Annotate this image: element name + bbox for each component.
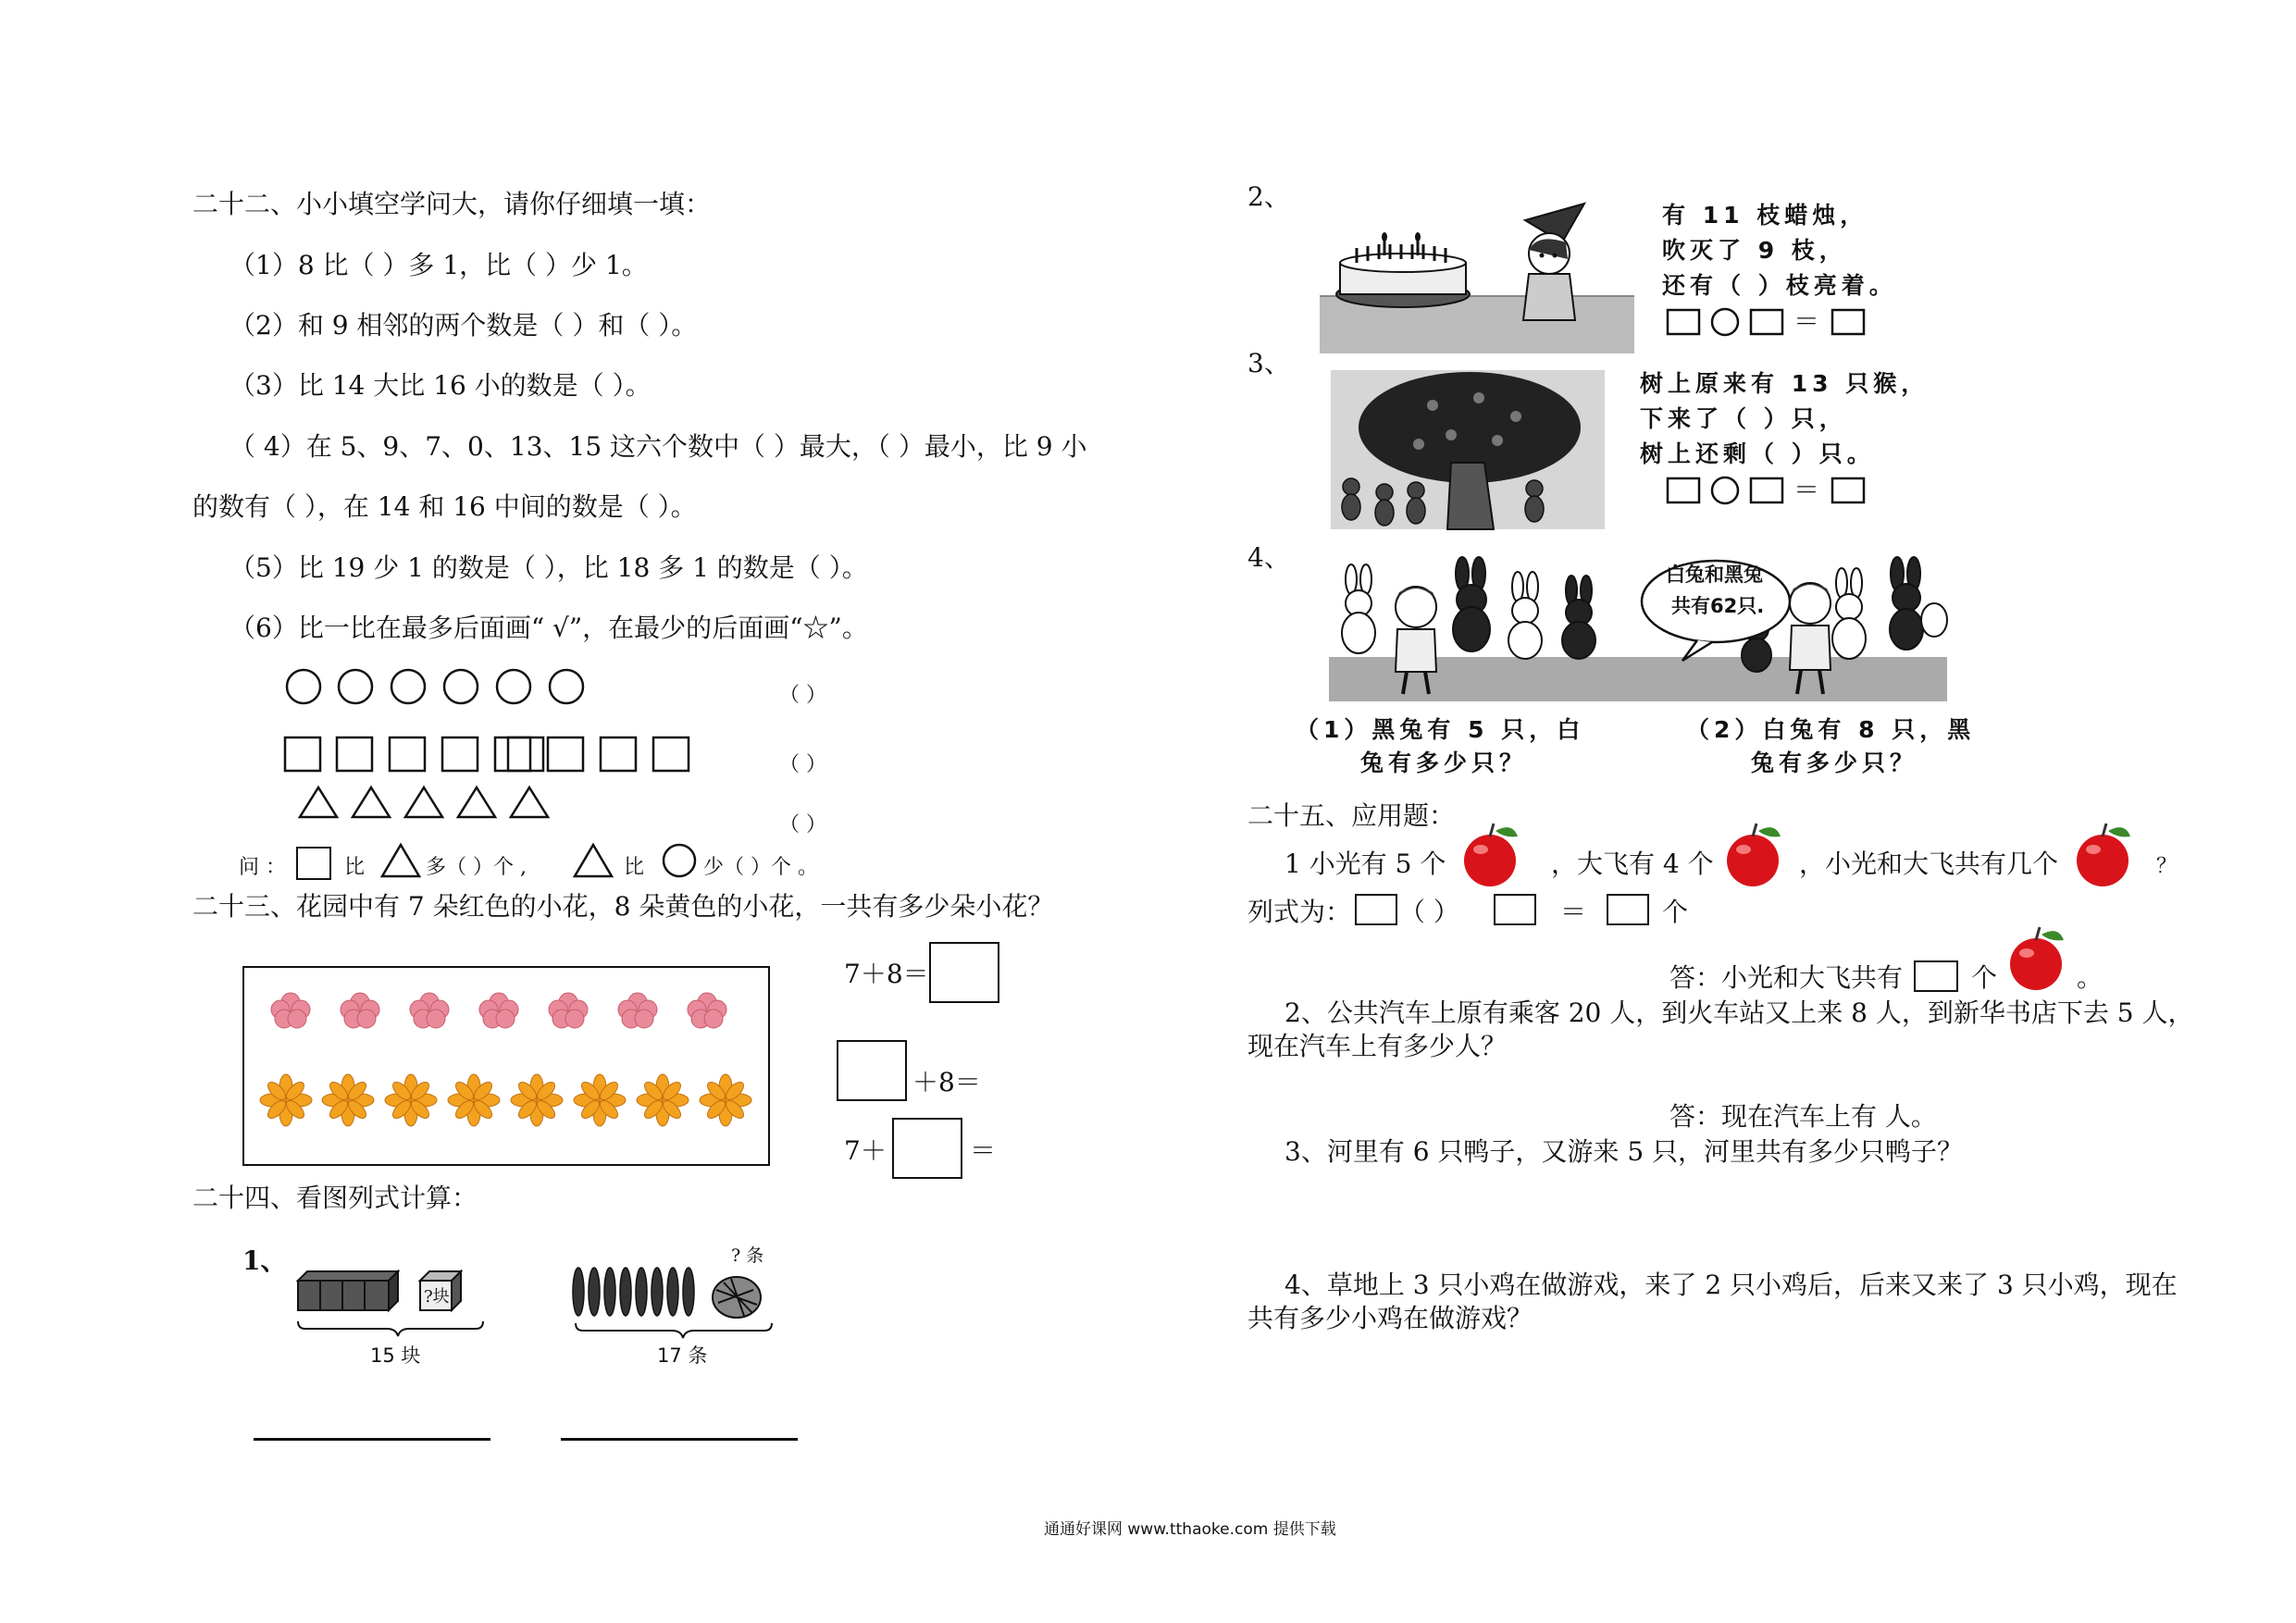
red-flower (688, 993, 726, 1028)
ask-bi-2: 比 (624, 856, 645, 879)
square-symbol (296, 847, 331, 880)
answer-line-2[interactable] (561, 1438, 798, 1441)
red-flower (479, 993, 518, 1028)
monkey-line-3: 树上还剩（ ）只。 (1640, 440, 1875, 467)
formula-operator-paren: （ ） (1399, 897, 1459, 927)
eq23-2: ＋8＝ (912, 1067, 981, 1097)
q22-3: （3）比 14 大比 16 小的数是（ ）。 (230, 370, 652, 401)
bubble-line-1: 白兔和黑兔 (1666, 564, 1763, 586)
q22-2: （2）和 9 相邻的两个数是（ ）和（ ）。 (230, 310, 698, 341)
q25-1-part3: ，小光和大飞共有几个 (1799, 849, 2059, 879)
blocks-figure (294, 1268, 498, 1351)
yellow-flower (385, 1074, 437, 1126)
apple-icon (2006, 923, 2071, 994)
bubble-line-2: 共有62只. (1671, 595, 1765, 617)
yellow-flower (448, 1074, 500, 1126)
q22-5: （5）比 19 少 1 的数是（ ），比 18 多 1 的数是（ ）。 (230, 552, 868, 583)
circle-shape (444, 670, 478, 703)
answer-2: 答：现在汽车上有 人。 (1669, 1101, 1937, 1132)
formula-unit: 个 (1662, 897, 1689, 927)
q22-4-line2: 的数有（ ），在 14 和 16 中间的数是（ ）。 (192, 491, 697, 522)
q24-2-number: 2、 (1247, 181, 1290, 212)
q22-6: （6）比一比在最多后面画“ √”，在最少的后面画“☆”。 (230, 613, 868, 643)
triangle-symbol (381, 842, 422, 879)
ask-label: 问 ： (239, 856, 286, 879)
red-flower (271, 993, 310, 1028)
apple-icon (2073, 820, 2138, 890)
red-flower (341, 993, 379, 1028)
q24-4-number: 4、 (1247, 542, 1290, 573)
blocks-total-label: 15 块 (370, 1344, 421, 1367)
monkey-line-2: 下来了（ ）只， (1640, 405, 1847, 432)
section-22-title: 二十二、小小填空学问大，请你仔细填一填： (192, 189, 712, 219)
monkey-equation-boxes (1666, 476, 1869, 507)
formula-box-2[interactable] (1494, 894, 1536, 925)
triangle-row (298, 784, 557, 823)
ask-duo: 多（ ）个 , (426, 856, 527, 879)
triangle-symbol-2 (574, 842, 614, 879)
eq23-1: 7＋8＝ (844, 959, 929, 989)
candle-line-1: 有 11 枝蜡烛， (1662, 202, 1868, 229)
q22-1: （1）8 比（ ）多 1，比（ ）少 1。 (230, 250, 648, 280)
circle-shape (497, 670, 530, 703)
red-flower (410, 993, 449, 1028)
red-flower (549, 993, 588, 1028)
q25-4-line1: 4、草地上 3 只小鸡在做游戏，来了 2 只小鸡后，后来又来了 3 只小鸡，现在 (1285, 1270, 2178, 1300)
blocks-unknown-label: ?块 (424, 1287, 450, 1307)
yellow-flower (322, 1074, 374, 1126)
circle-shape (287, 670, 320, 703)
q22-4-line1: （ 4）在 5、9、7、0、13、15 这六个数中（ ）最大，（ ）最小，比 9 小 (230, 431, 1087, 462)
circle-shape (339, 670, 372, 703)
monkey-tree-picture (1331, 370, 1605, 529)
rabbits-picture (1323, 555, 1953, 701)
formula-box-3[interactable] (1607, 894, 1649, 925)
flower-picture-frame (242, 966, 770, 1166)
answer-box-eq3[interactable] (892, 1118, 962, 1179)
rabbit-q2-line1: （2）白兔有 8 只，黑 (1686, 716, 1976, 743)
formula-label: 列式为： (1247, 897, 1352, 927)
candle-equation-boxes (1666, 307, 1869, 339)
candle-line-3: 还有（ ）枝亮着。 (1662, 272, 1897, 299)
candle-equals: ＝ (1793, 306, 1820, 337)
answer-1-unit: 个 (1971, 962, 1998, 993)
q25-2-line2: 现在汽车上有多少人？ (1247, 1031, 1508, 1061)
square-row (283, 736, 700, 777)
fish-total-label: 17 条 (657, 1344, 708, 1367)
answer-1-period: 。 (2077, 962, 2104, 993)
q24-3-number: 3、 (1247, 348, 1290, 378)
circle-shape (391, 670, 425, 703)
q25-4-line2: 共有多少小鸡在做游戏？ (1247, 1303, 1533, 1333)
answer-box-eq1[interactable] (929, 942, 999, 1003)
cake-candles-picture (1320, 194, 1634, 353)
candle-line-2: 吹灭了 9 枝， (1662, 237, 1847, 264)
formula-box-1[interactable] (1355, 894, 1397, 925)
apple-icon (1723, 820, 1788, 890)
answer-line-1[interactable] (254, 1438, 490, 1441)
monkey-line-1: 树上原来有 13 只猴， (1640, 370, 1930, 397)
rabbit-q2-line2: 兔有多少只？ (1751, 750, 1918, 776)
answer-1-part1: 答：小光和大飞共有 (1669, 962, 1904, 993)
ask-shao: 少（ ）个 。 (703, 856, 818, 879)
q25-2-line1: 2、公共汽车上原有乘客 20 人，到火车站又上来 8 人，到新华书店下去 5 人， (1285, 997, 2194, 1028)
q25-1-question-mark: ？ (2156, 855, 2178, 878)
yellow-flower (260, 1074, 312, 1126)
eq23-3b: ＝ (970, 1135, 997, 1166)
answer-paren-circles: （ ） (779, 684, 826, 707)
flower-picture (244, 968, 772, 1168)
eq23-3a: 7＋ (844, 1135, 887, 1166)
apple-icon (1460, 820, 1525, 890)
rabbit-q1-line2: 兔有多少只？ (1360, 750, 1528, 776)
monkey-equals: ＝ (1793, 475, 1820, 505)
yellow-flower (511, 1074, 563, 1126)
fish-unknown-label: ? 条 (731, 1245, 764, 1266)
formula-equals: ＝ (1560, 897, 1587, 927)
answer-1-box[interactable] (1914, 960, 1958, 992)
answer-paren-triangles: （ ） (779, 813, 826, 836)
q25-1-part1: 1 小光有 5 个 (1285, 849, 1446, 879)
rabbit-q1-line1: （1）黑兔有 5 只，白 (1296, 716, 1585, 743)
circle-symbol (661, 842, 701, 879)
ask-bi: 比 (344, 856, 366, 879)
yellow-flower (700, 1074, 751, 1126)
circle-shape (550, 670, 583, 703)
answer-box-eq2[interactable] (837, 1040, 907, 1101)
answer-paren-squares: （ ） (779, 753, 826, 776)
yellow-flower (574, 1074, 626, 1126)
section-25-title: 二十五、应用题： (1247, 800, 1456, 831)
section-24-title: 二十四、看图列式计算： (192, 1183, 478, 1213)
q24-1-number: 1、 (242, 1245, 287, 1276)
yellow-flower (637, 1074, 689, 1126)
footer-credit: 通通好课网 www.tthaoke.com 提供下载 (1044, 1520, 1336, 1539)
q25-1-part2: ，大飞有 4 个 (1551, 849, 1714, 879)
section-23-title: 二十三、花园中有 7 朵红色的小花，8 朵黄色的小花，一共有多少朵小花？ (192, 891, 1054, 922)
red-flower (618, 993, 657, 1028)
q25-3: 3、河里有 6 只鸭子，又游来 5 只，河里共有多少只鸭子？ (1285, 1136, 1964, 1167)
